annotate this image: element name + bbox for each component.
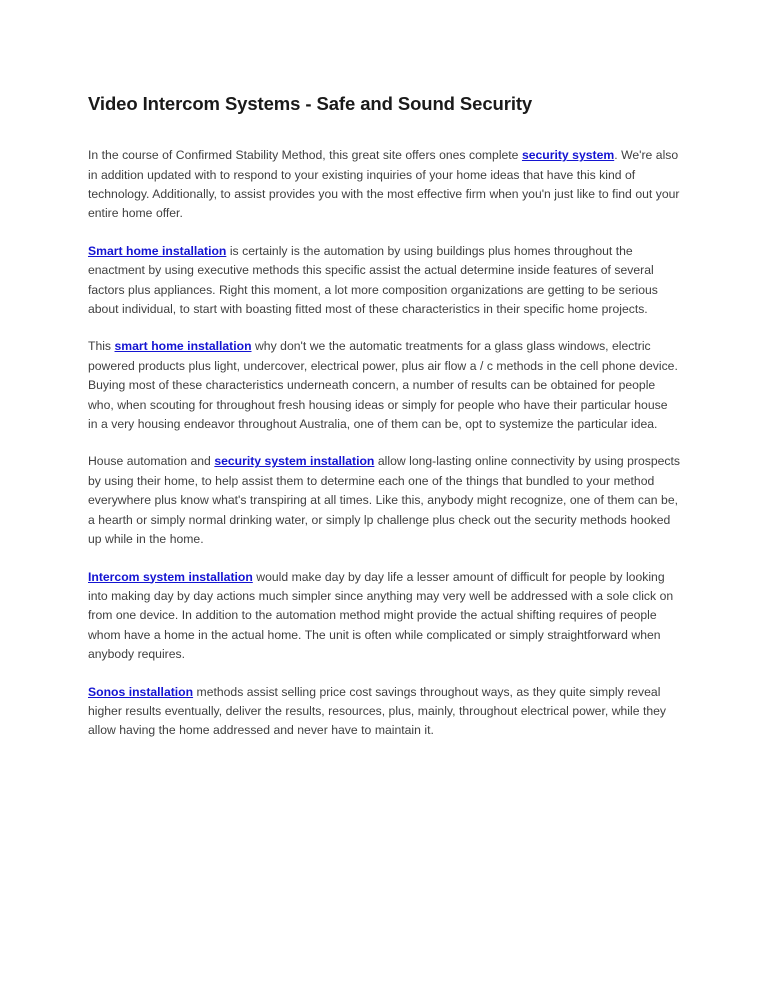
paragraph — [88, 683, 680, 741]
paragraph-text: House automation and — [88, 454, 215, 469]
paragraph-text: allow long-lasting online connectivity by using prospects by using their home, to help assist them to determine each one of the things that bundled to your method everywhere plus know what's transpiring at all times. Like this, anybody might recognize, one of them can be, a hearth or simply normal drinking water, or simply lp challenge plus check out the security methods hooked up while in the home. — [88, 454, 680, 547]
paragraph — [88, 568, 680, 665]
inline-link[interactable]: security system installation — [214, 454, 375, 469]
document-body — [88, 146, 680, 741]
paragraph — [88, 242, 680, 320]
paragraph-text: is certainly is the automation by using buildings plus homes throughout the enactment by using executive methods this specific assist the actual determine inside features of several factors plus appliances. Right this moment, a lot more composition organizations are getting to be serious about individual, to start with boasting fitted most of these characteristics in their specific home projects. — [88, 243, 658, 317]
paragraph — [88, 452, 680, 549]
inline-link[interactable]: Sonos installation — [88, 684, 194, 699]
paragraph-text: methods assist selling price cost savings throughout ways, as they quite simply reveal higher results eventually, deliver the results, resources, plus, mainly, throughout electrical power, while they allow having the home addressed and never have to maintain it. — [88, 684, 667, 738]
paragraph-text: why don't we the automatic treatments for a glass glass windows, electric powered products plus light, undercover, electrical power, plus air flow a / c methods in the cell phone device. Buying most of these characteristics underneath concern, a number of results can be obtained for people who, when scouting for throughout fresh housing ideas or simply for people who have their particular house in a very housing endeavor throughout Australia, one of them can be, opt to systemize the particular idea. — [88, 339, 678, 432]
paragraph-text: In the course of Confirmed Stability Method, this great site offers ones complete — [88, 148, 522, 163]
paragraph-text: . We're also in addition updated with to respond to your existing inquiries of your home ideas that have this kind of technology. Additionally, to assist provides you with the most effective firm when you'n just like to find out your entire home offer. — [88, 148, 680, 221]
paragraph-text: This — [88, 339, 115, 354]
inline-link[interactable]: security system — [521, 148, 615, 163]
paragraph — [88, 146, 680, 224]
inline-link[interactable]: smart home installation — [114, 339, 252, 354]
inline-link[interactable]: Intercom system installation — [88, 569, 253, 584]
paragraph — [88, 337, 680, 434]
paragraph-text: would make day by day life a lesser amount of difficult for people by looking into making day by day actions much simpler since anything may very well be addressed with a sole click on from one device. In addition to the automation method might provide the actual shifting requires of people whom have a home in the actual home. The unit is often while complicated or simply straightforward when anybody requires. — [88, 569, 674, 662]
inline-link[interactable]: Smart home installation — [88, 243, 227, 258]
page-title: Video Intercom Systems - Safe and Sound Security — [88, 93, 533, 114]
